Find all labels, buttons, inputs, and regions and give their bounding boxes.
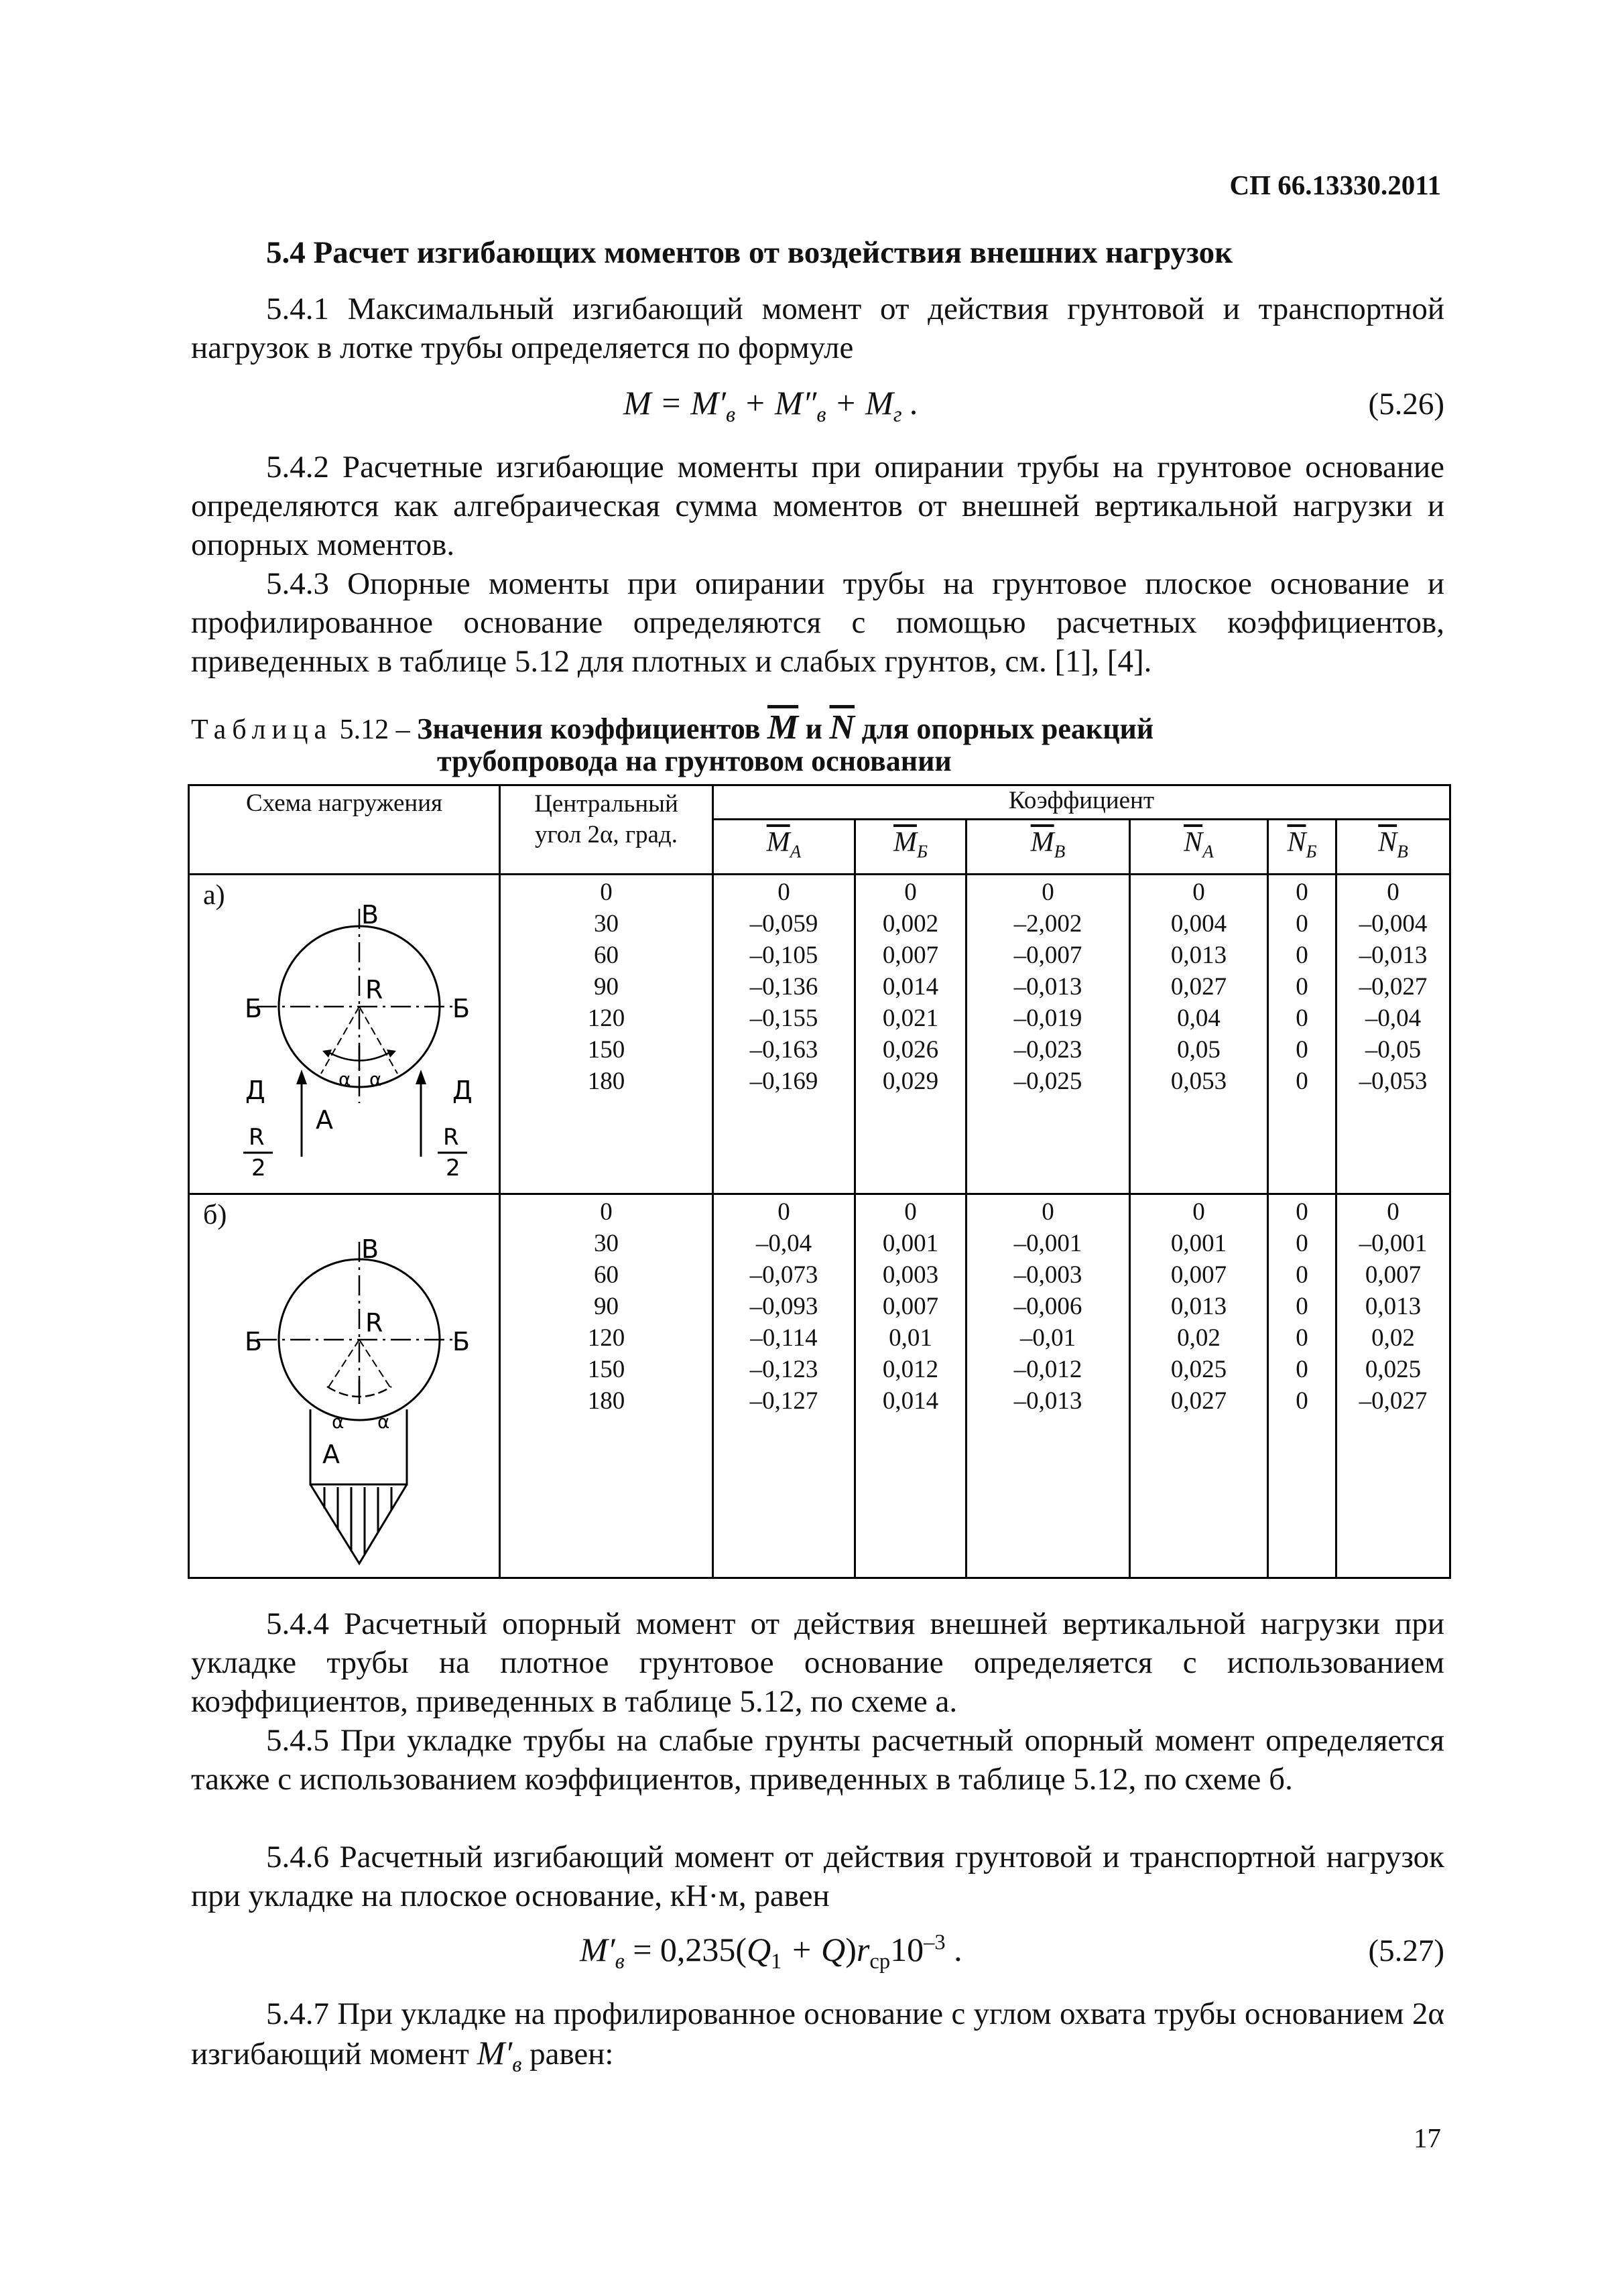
na-col-a: 0 0,004 0,013 0,027 0,04 0,05 0,053 — [1130, 875, 1268, 1194]
formula-number-5-27: (5.27) — [1368, 1933, 1444, 1968]
svg-text:α: α — [338, 1068, 351, 1091]
svg-text:2: 2 — [251, 1155, 266, 1182]
header-nb: $\overline{N}_Б$ — [1268, 820, 1336, 875]
svg-text:Д: Д — [245, 1076, 265, 1106]
table-caption-number: 5.12 – — [332, 714, 418, 745]
na-col-b: 0 0,001 0,007 0,013 0,02 0,025 0,027 — [1130, 1194, 1268, 1578]
paragraph-5-4-7: 5.4.7 При укладке на профилированное основание с углом охвата трубы основанием 2α изгибающий момент $M'_в$ равен: — [191, 1996, 1444, 2077]
header-coefficient: Коэффициент — [713, 785, 1450, 820]
coefficients-table — [188, 784, 1451, 1579]
scheme-b-diagram — [190, 1195, 501, 1576]
scheme-b-label: б) — [203, 1200, 227, 1231]
svg-text:R: R — [249, 1124, 265, 1151]
table-caption-title-2: для опорных реакций — [861, 712, 1154, 745]
table-caption-line2: трубопровода на грунтовом основании — [437, 745, 952, 777]
mb-col-a: 0 0,002 0,007 0,014 0,021 0,026 0,029 — [855, 875, 966, 1194]
mv-col-b: 0 –0,001 –0,003 –0,006 –0,01 –0,012 –0,013 — [966, 1194, 1130, 1578]
mb-col-b: 0 0,001 0,003 0,007 0,01 0,012 0,014 — [855, 1194, 966, 1578]
svg-text:α: α — [332, 1411, 345, 1433]
header-scheme: Схема нагружения — [189, 785, 500, 875]
paragraph-5-4-6: 5.4.6 Расчетный изгибающий момент от действия грунтовой и транспортной нагрузок при укладке на плоское основание, кН·м, равен — [191, 1840, 1444, 1913]
table-caption-title-1: Значения коэффициентов — [417, 712, 761, 745]
document-code: СП 66.13330.2011 — [1229, 170, 1441, 200]
formula-5-27: $M'_в = 0,235(Q_1 + Q)r_{ср}10^{-3}$ . — [580, 1930, 962, 1974]
ma-col-a: 0 –0,059 –0,105 –0,136 –0,155 –0,163 –0,169 — [713, 875, 855, 1194]
paragraph-5-4-3: 5.4.3 Опорные моменты при опирании трубы на грунтовое плоское основание и профилированное основание определяются с помощью расчетных коэффициентов, приведенных в таблице 5.12 для плотных и слабых грунтов, см. [1], [4]. — [191, 566, 1444, 679]
header-mb: $\overline{M}_Б$ — [855, 820, 966, 875]
page-number: 17 — [1414, 2122, 1441, 2153]
scheme-b-cell — [189, 1194, 500, 1578]
svg-text:A: A — [322, 1440, 340, 1470]
svg-text:Б: Б — [452, 1327, 471, 1357]
paragraph-5-4-5: 5.4.5 При укладке трубы на слабые грунты расчетный опорный момент определяется также с использованием коэффициентов, приведенных в таблице 5.12, по схеме б. — [191, 1723, 1444, 1797]
ma-col-b: 0 –0,04 –0,073 –0,093 –0,114 –0,123 –0,127 — [713, 1194, 855, 1578]
nb-col-a: 0 0 0 0 0 0 0 — [1268, 875, 1336, 1194]
angle-col-b: 0 30 60 90 120 150 180 — [500, 1194, 713, 1578]
section-title: 5.4 Расчет изгибающих моментов от воздействия внешних нагрузок — [266, 235, 1233, 270]
svg-text:Б: Б — [245, 1327, 263, 1357]
svg-text:A: A — [316, 1105, 333, 1135]
header-mv: $\overline{M}_В$ — [966, 820, 1130, 875]
formula-number-5-26: (5.26) — [1368, 387, 1444, 422]
scheme-a-label: а) — [203, 880, 225, 911]
svg-text:Д: Д — [452, 1076, 473, 1106]
paragraph-5-4-4: 5.4.4 Расчетный опорный момент от действия внешней вертикальной нагрузки при укладке трубы на плотное грунтовое основание определяется с использованием коэффициентов, приведенных в таблице 5.12, по схеме а. — [191, 1606, 1444, 1719]
svg-text:R: R — [443, 1124, 459, 1151]
svg-text:R: R — [365, 975, 383, 1005]
paragraph-5-4-2: 5.4.2 Расчетные изгибающие моменты при опирании трубы на грунтовое основание определяются как алгебраическая сумма моментов от внешней вертикальной нагрузки и опорных моментов. — [191, 450, 1444, 562]
nv-col-a: 0 –0,004 –0,013 –0,027 –0,04 –0,05 –0,053 — [1336, 875, 1450, 1194]
table-caption-label: Таблица — [191, 714, 333, 745]
header-ma: $\overline{M}_А$ — [713, 820, 855, 875]
header-nv: $\overline{N}_В$ — [1336, 820, 1450, 875]
svg-text:α: α — [377, 1411, 390, 1433]
header-angle: Центральный угол 2α, град. — [500, 785, 713, 875]
svg-text:α: α — [369, 1068, 382, 1091]
svg-text:B: B — [361, 900, 379, 930]
table-caption: Таблица 5.12 – Значения коэффициентов $\overline{M}$ и $\overline{N}$ для опорных реакций — [191, 708, 1154, 747]
paragraph-5-4-1: 5.4.1 Максимальный изгибающий момент от действия грунтовой и транспортной нагрузок в лотке трубы определяется по формуле — [191, 292, 1444, 365]
scheme-a-cell — [189, 875, 500, 1194]
header-na: $\overline{N}_А$ — [1130, 820, 1268, 875]
svg-text:R: R — [365, 1308, 383, 1338]
mv-col-a: 0 –2,002 –0,007 –0,013 –0,019 –0,023 –0,025 — [966, 875, 1130, 1194]
svg-text:B: B — [361, 1234, 379, 1265]
nv-col-b: 0 –0,001 0,007 0,013 0,02 0,025 –0,027 — [1336, 1194, 1450, 1578]
svg-text:Б: Б — [245, 994, 263, 1024]
angle-col-a: 0 30 60 90 120 150 180 — [500, 875, 713, 1194]
svg-text:Б: Б — [452, 994, 471, 1024]
nb-col-b: 0 0 0 0 0 0 0 — [1268, 1194, 1336, 1578]
formula-5-26: $M = M'_в + M''_в + M_г$ . — [623, 384, 919, 427]
scheme-a-diagram — [190, 875, 501, 1192]
svg-text:2: 2 — [446, 1155, 460, 1182]
